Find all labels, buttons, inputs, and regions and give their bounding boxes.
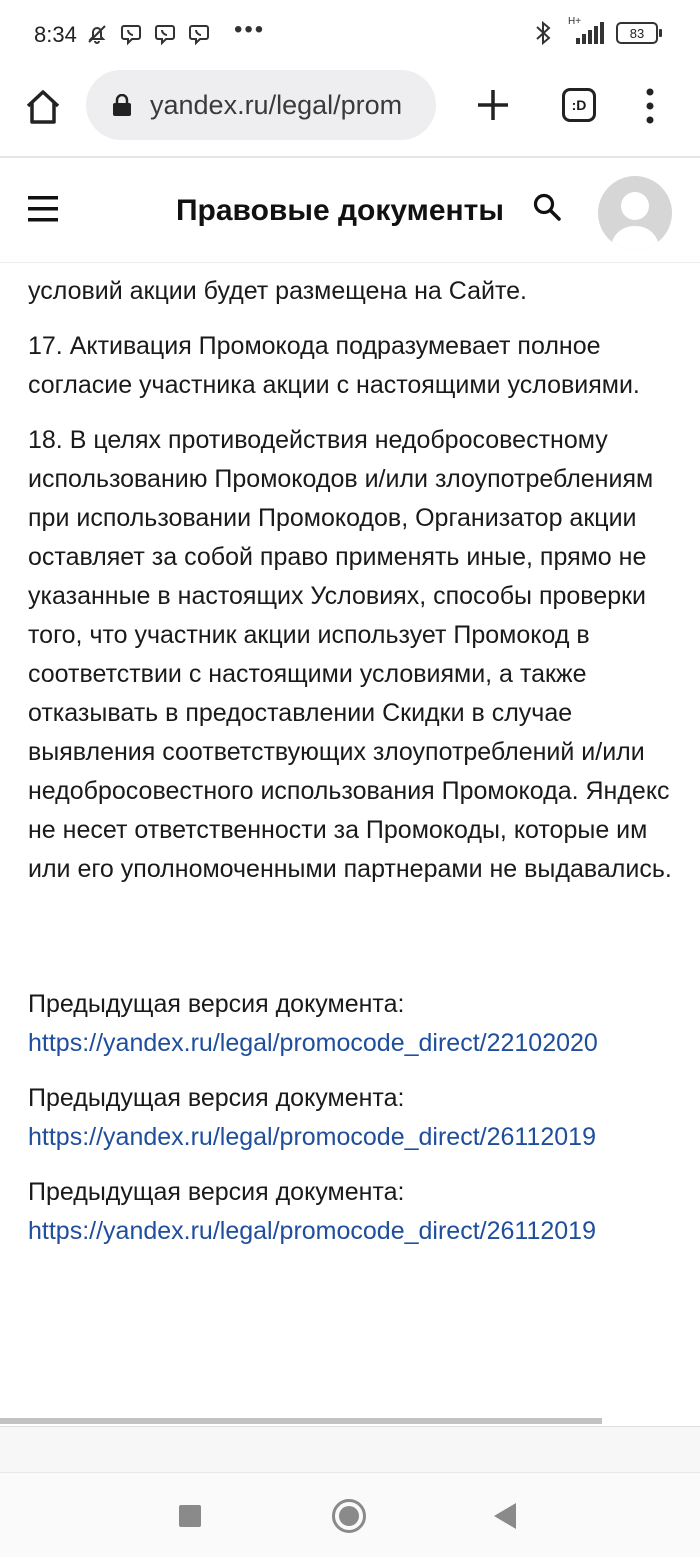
previous-version-label: Предыдущая версия документа: [28, 1084, 405, 1112]
home-circle-icon[interactable] [332, 1499, 366, 1533]
viber-icon [186, 21, 212, 47]
page-footer-area [0, 1426, 700, 1473]
tab-switcher-icon: :D [571, 97, 587, 113]
new-tab-plus-icon[interactable] [474, 86, 512, 124]
tab-switcher-button[interactable] [562, 88, 596, 122]
search-icon[interactable] [532, 192, 562, 222]
recents-square-icon[interactable] [179, 1505, 201, 1527]
system-nav-bar [0, 1472, 700, 1557]
viber-icon [118, 21, 144, 47]
avatar[interactable] [598, 176, 672, 250]
network-type: H+ [568, 16, 582, 27]
page-header [0, 158, 700, 263]
back-triangle-icon[interactable] [494, 1503, 516, 1529]
previous-version-link[interactable]: https://yandex.ru/legal/promocode_direct/22102020 [28, 1029, 598, 1057]
more-notifications-icon: ••• [234, 16, 266, 43]
page-title: Правовые документы [175, 194, 504, 227]
viber-icon [152, 21, 178, 47]
browser-toolbar [0, 70, 700, 158]
overflow-menu-icon[interactable] [640, 86, 660, 126]
previous-version-label: Предыдущая версия документа: [28, 1178, 405, 1206]
system-icons [530, 16, 658, 46]
previous-version-label: Предыдущая версия документа: [28, 990, 405, 1018]
status-bar [0, 0, 700, 70]
horizontal-scrollbar[interactable] [0, 1418, 602, 1424]
home-icon[interactable] [22, 86, 64, 128]
paragraph-17: 17. Активация Промокода подразумевает полное согласие участника акции с настоящими условиями. [28, 332, 640, 399]
paragraph-18: 18. В целях противодействия недобросовестному использованию Промокодов и/или злоупотреблениям при использовании Промокодов, Организатор акции оставляет за собой право применять иные, прямо не указанные в настоящих Условиях, способы проверки того, что участник акции использует Промокод в соответствии с настоящими условиями, а также отказывать в предоставлении Скидки в случае выявления соответствующих злоупотреблений и/или недобросовестного использования Промокода. Яндекс не несет ответственности за Промокоды, которые им или его уполномоченными партнерами не выдавались. [28, 426, 672, 883]
url-text[interactable]: yandex.ru/legal/prom [150, 90, 403, 120]
signal-icon [566, 16, 606, 46]
bluetooth-icon [530, 20, 556, 46]
previous-version-block [28, 1079, 678, 1157]
previous-version-link[interactable]: https://yandex.ru/legal/promocode_direct/26112019 [28, 1217, 596, 1245]
status-time: 8:34 [34, 22, 77, 47]
previous-version-link[interactable]: https://yandex.ru/legal/promocode_direct/26112019 [28, 1123, 596, 1151]
user-silhouette-icon [598, 176, 672, 250]
battery-icon: 83 [616, 22, 658, 44]
muted-bell-icon [84, 21, 110, 47]
notification-icons [84, 16, 266, 48]
previous-version-block [28, 985, 678, 1063]
paragraph-16-tail: условий акции будет размещена на Сайте. [28, 277, 527, 305]
lock-icon[interactable] [112, 94, 132, 116]
previous-version-block [28, 1173, 678, 1251]
document-content [28, 262, 678, 1251]
address-bar[interactable] [86, 70, 436, 140]
